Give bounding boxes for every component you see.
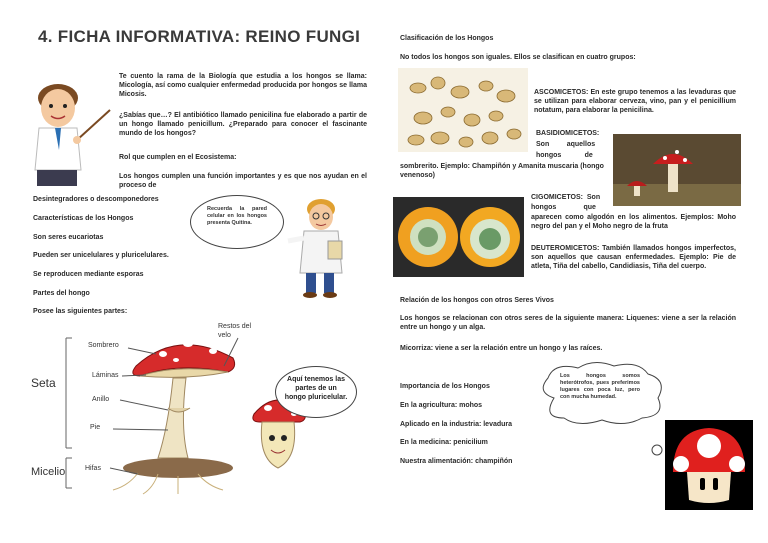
decomposers-text: Desintegradores o descomponedores	[33, 196, 159, 203]
relations-heading: Relación de los hongos con otros Seres Vivos	[400, 297, 554, 304]
fact-paragraph: ¿Sabías que…? El antibiótico llamado penicilina fue elaborado a partir de un hongo llamado penicillum. ¿Preparado para conocer el fascinante mundo de los hongos?	[119, 112, 367, 137]
deuteromycetes-title: DEUTEROMICETOS:	[531, 245, 600, 252]
scientist-illustration	[286, 193, 356, 299]
ecosystem-text: Los hongos cumplen una función importantes y es que nos ayudan en el proceso de	[119, 173, 367, 189]
ascomycetes-text	[534, 88, 736, 115]
parts-intro: Posee las siguientes partes:	[33, 308, 128, 315]
diagram-label-seta: Seta	[31, 376, 56, 390]
thought-dot-icon	[650, 443, 664, 457]
diagram-label-sombrero: Sombrero	[88, 342, 119, 349]
ecosystem-heading: Rol que cumplen en el Ecosistema:	[119, 154, 237, 161]
basidiomycetes-line1: Son aquellos	[536, 141, 596, 148]
diagram-label-hifas: Hifas	[85, 465, 101, 472]
spores-text: Se reproducen mediante esporas	[33, 271, 144, 278]
eukaryote-text: Son seres eucariotas	[33, 234, 104, 241]
moldy-oranges-photo	[393, 197, 524, 277]
diagram-label-laminas: Láminas	[92, 372, 119, 379]
basidiomycetes-line2: hongos de	[536, 152, 593, 159]
intro-paragraph: Te cuento la rama de la Biología que estudia a los hongos se llama: Micología, así como cualquier enfermedad producida por hongos se llama Micosis.	[119, 73, 367, 98]
basidiomycetes-title: BASIDIOMICETOS:	[536, 130, 600, 137]
classification-intro: No todos los hongos son iguales. Ellos se clasifican en cuatro grupos:	[400, 54, 636, 61]
zygomycetes-example: aparecen como algodón en los alimentos. Ejemplos: Moho negro del pan y el Moho negro de la fruta	[531, 214, 736, 230]
amanita-photo	[613, 134, 741, 206]
relations-text: Los hongos se relacionan con otros seres de la siguiente manera: Liquenes: viene a ser la relación entre un hongo y un alga.	[400, 315, 736, 331]
parts-heading: Partes del hongo	[33, 290, 90, 297]
deuteromycetes-description: También llamados hongos imperfectos, son aquellos que causan enfermedades. Ejemplo: Pie de atleta, Tiña del cabello, Candidiasis, Tiña del cuerpo.	[531, 245, 736, 270]
zygomycetes-title	[531, 193, 600, 202]
zygomycetes-line2: hongos que	[531, 204, 596, 211]
diagram-label-pie: Pie	[90, 424, 101, 431]
ascomycetes-description: En este grupo tenemos a las levaduras que se utilizan para elaborar cerveza, vino, pan y el penicillium notatum, para elaborar la penicilina.	[534, 89, 736, 114]
cell-type-text: Pueden ser unicelulares y pluricelulares.	[33, 252, 169, 259]
diagram-label-micelio: Micelio	[31, 466, 66, 478]
thought-cloud-text: Los hongos somos heterótrofos, pues preferimos lugares con poca luz, pero con mucha humedad.	[560, 373, 640, 400]
importance-food: Nuestra alimentación: champiñón	[400, 458, 513, 465]
importance-agriculture: En la agricultura: mohos	[400, 402, 483, 409]
diagram-label-restos-velo: Restos del velo	[218, 323, 252, 339]
mycorrhiza-text: Micorriza: viene a ser la relación entre un hongo y las raíces.	[400, 345, 603, 352]
classification-heading: Clasificación de los Hongos	[400, 35, 494, 42]
page-title: 4. FICHA INFORMATIVA: REINO FUNGI	[38, 27, 361, 46]
basidiomycetes-example: sombrerito. Ejemplo: Champiñón y Amanita muscaria (hongo venenoso)	[400, 163, 604, 179]
zygomycetes-label: CIGOMICETOS:	[531, 194, 583, 201]
pluricelular-bubble-text: Aquí tenemos las partes de un hongo pluricelular.	[284, 376, 348, 401]
characteristics-heading: Características de los Hongos	[33, 215, 134, 222]
importance-medicine: En la medicina: penicilium	[400, 439, 488, 446]
deuteromycetes-text	[531, 244, 736, 271]
yeast-image	[398, 68, 528, 152]
super-mushroom-icon	[665, 420, 753, 510]
quitina-bubble-text: Recuerda la pared celular en los hongos presenta Quitina.	[207, 206, 267, 226]
importance-heading: Importancia de los Hongos	[400, 383, 490, 390]
ascomycetes-title: ASCOMICETOS:	[534, 89, 589, 96]
importance-industry: Aplicado en la industria: levadura	[400, 421, 513, 428]
zygomycetes-line1: Son	[582, 194, 601, 201]
diagram-label-anillo: Anillo	[92, 396, 110, 403]
teacher-illustration	[25, 70, 115, 190]
